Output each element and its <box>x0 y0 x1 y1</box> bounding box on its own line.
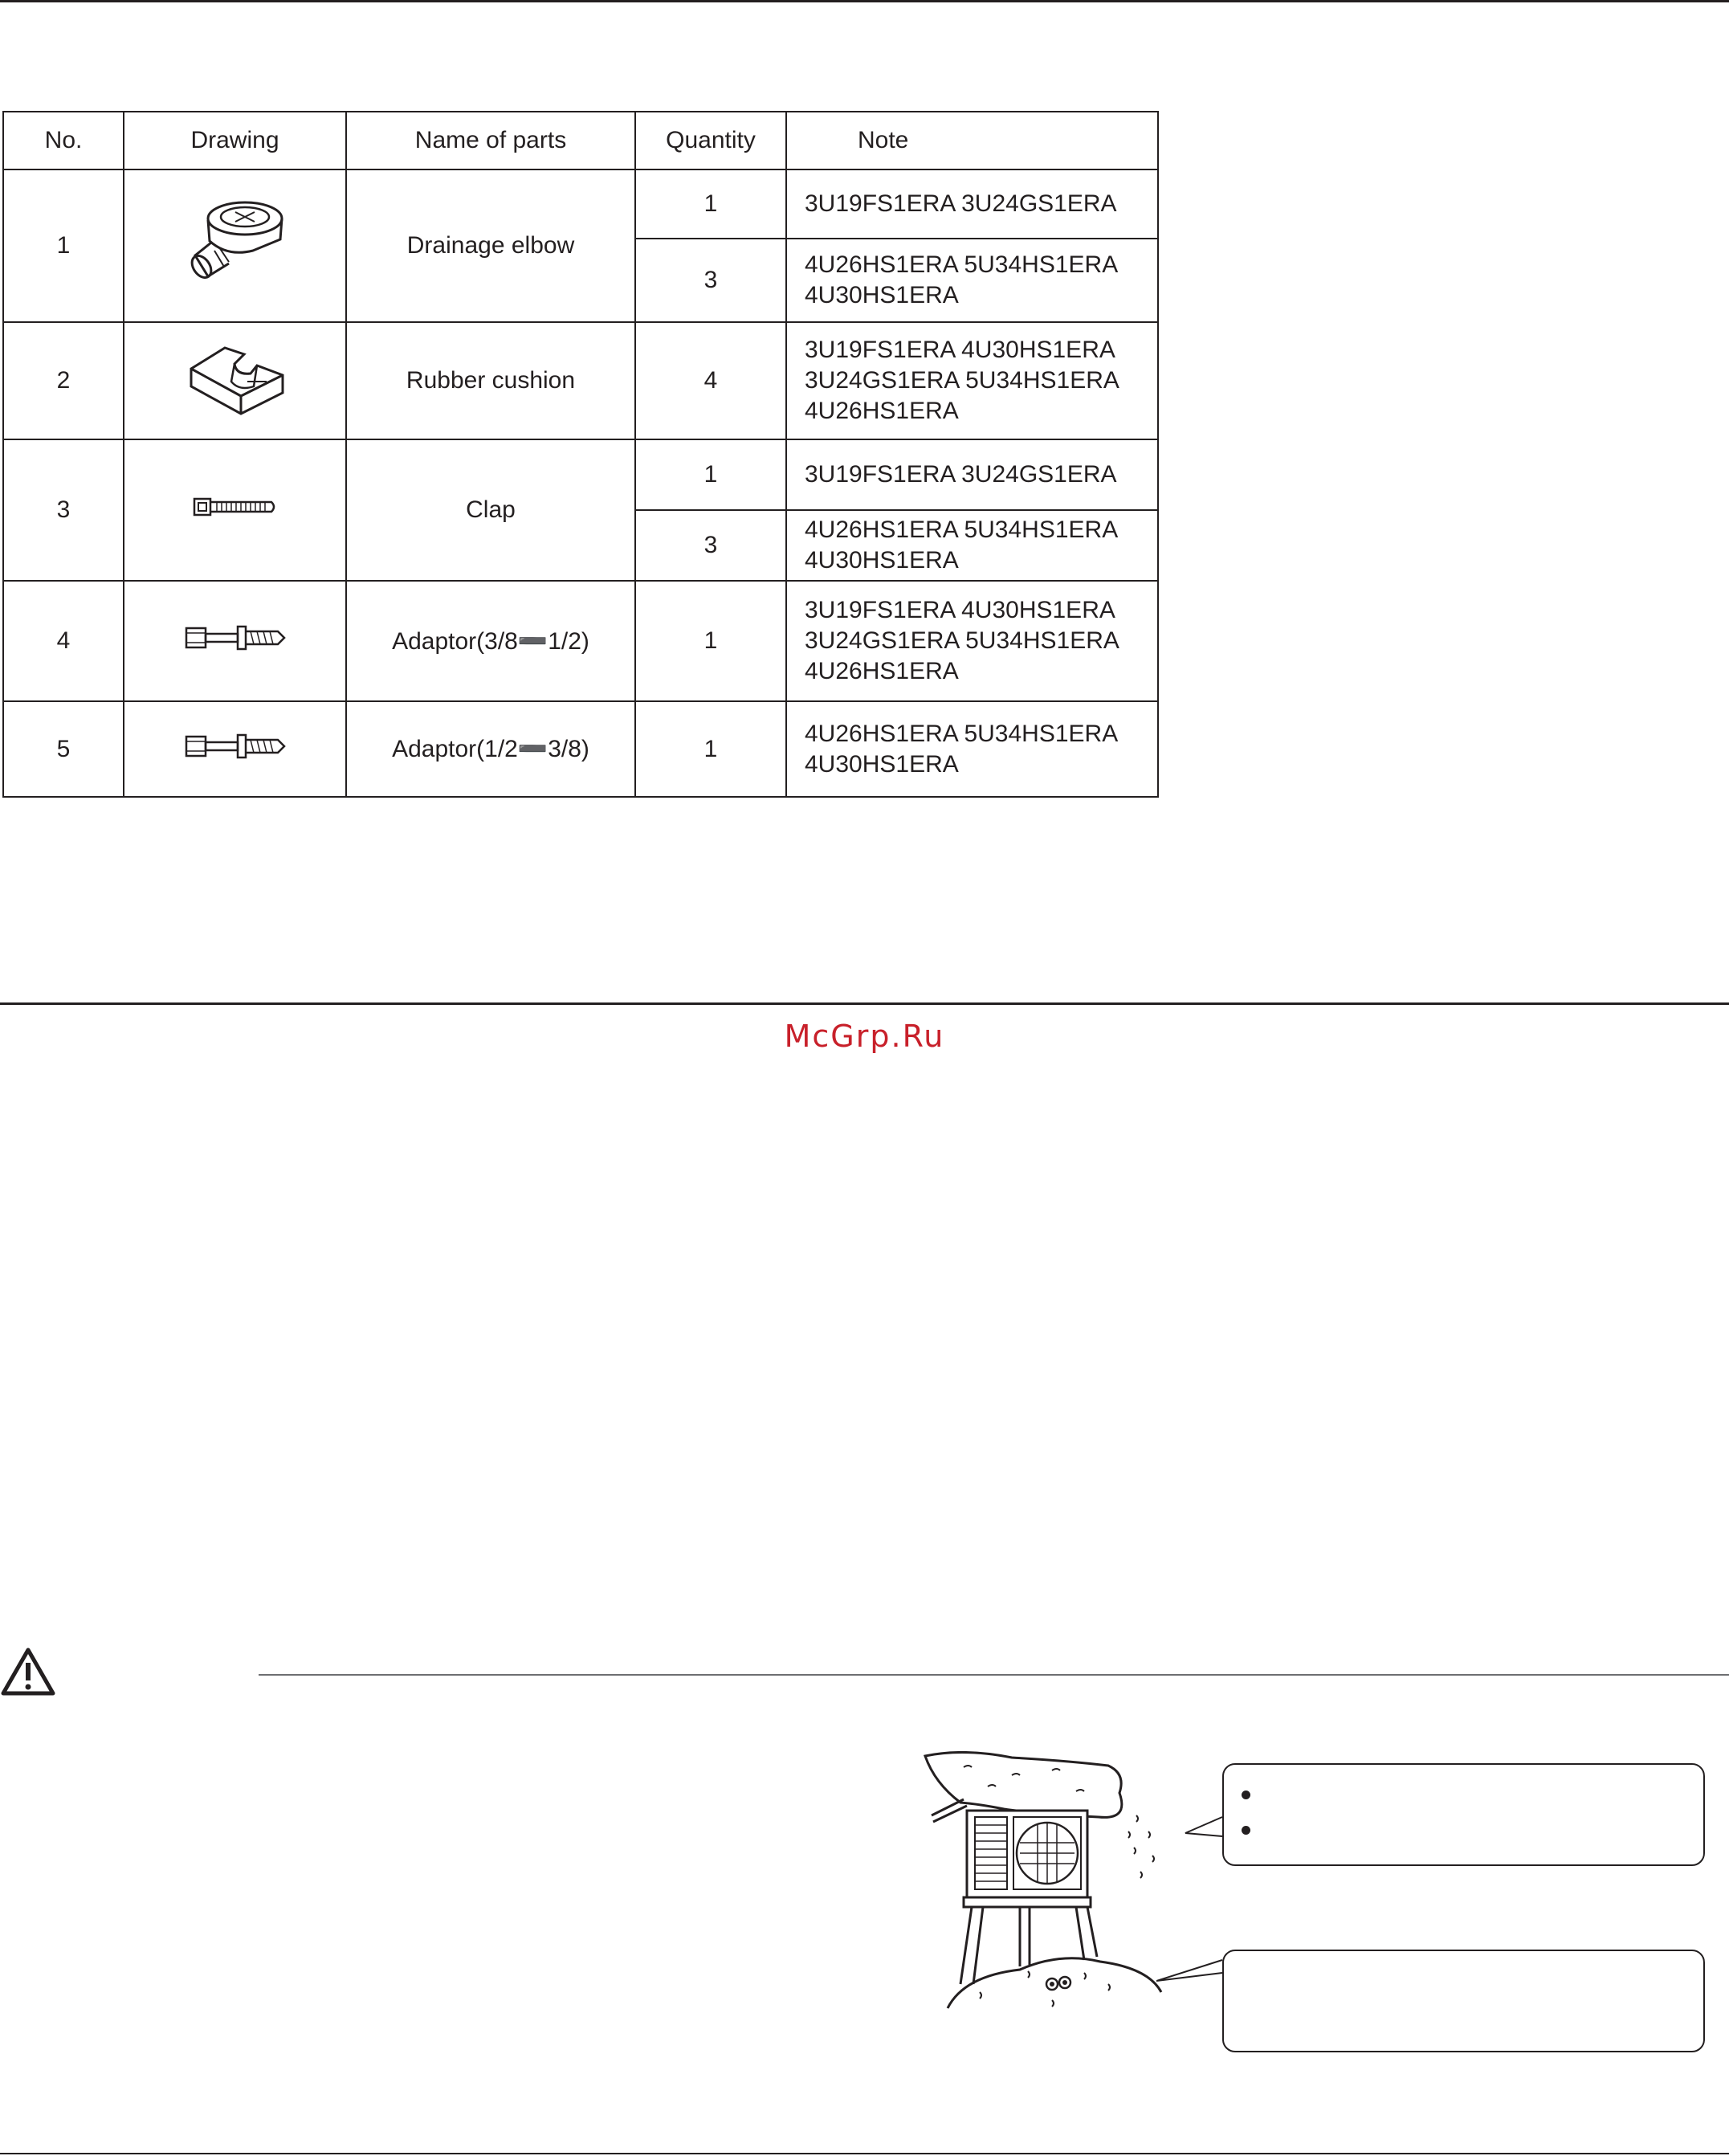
note-line: 3U19FS1ERA 4U30HS1ERA <box>805 597 1115 623</box>
snow-outdoor-unit-illustration <box>915 1751 1172 2024</box>
row-note <box>786 169 1158 239</box>
bullet <box>1242 1826 1250 1835</box>
drawing-cell <box>124 701 346 797</box>
header-name: Name of parts <box>346 112 635 169</box>
note-line: 4U30HS1ERA <box>805 547 959 574</box>
row-note <box>786 239 1158 322</box>
header-no: No. <box>3 112 124 169</box>
parts-table <box>2 111 1159 798</box>
row-quantity: 1 <box>635 439 786 510</box>
row-no: 1 <box>3 169 124 322</box>
row-quantity: 1 <box>635 169 786 239</box>
table-header-row <box>3 112 1158 169</box>
note-line: 3U24GS1ERA 5U34HS1ERA <box>805 627 1119 654</box>
drawing-cell <box>124 439 346 581</box>
drawing-cell <box>124 322 346 439</box>
row-name: Adaptor(3/8➖1/2) <box>346 581 635 701</box>
note-line: 4U26HS1ERA <box>805 398 959 424</box>
row-note <box>786 701 1158 797</box>
drainage-elbow-icon <box>179 194 292 291</box>
note-line: 4U26HS1ERA 5U34HS1ERA <box>805 517 1119 543</box>
row-name: Drainage elbow <box>346 169 635 322</box>
row-name: Adaptor(1/2➖3/8) <box>346 701 635 797</box>
table-row <box>3 169 1158 239</box>
header-drawing: Drawing <box>124 112 346 169</box>
watermark: McGrp.Ru <box>784 1019 945 1054</box>
warning-triangle-icon <box>0 1647 56 1697</box>
warning-rule <box>259 1674 1729 1676</box>
row-no: 4 <box>3 581 124 701</box>
row-quantity: 1 <box>635 701 786 797</box>
header-quantity: Quantity <box>635 112 786 169</box>
row-name: Clap <box>346 439 635 581</box>
row-quantity: 3 <box>635 510 786 581</box>
bottom-rule <box>0 2153 1729 2154</box>
rubber-cushion-icon <box>183 333 287 422</box>
note-line: 4U30HS1ERA <box>805 282 959 308</box>
top-rule <box>0 0 1729 2</box>
table-row <box>3 581 1158 701</box>
callout-box-top <box>1222 1763 1705 1866</box>
section-rule <box>0 1002 1729 1005</box>
bullet <box>1242 1791 1250 1799</box>
clap-icon <box>191 491 279 523</box>
note-line: 4U26HS1ERA 5U34HS1ERA <box>805 251 1119 278</box>
table-row <box>3 439 1158 510</box>
callout-box-bottom <box>1222 1950 1705 2052</box>
header-note: Note <box>786 112 1158 169</box>
note-line: 4U26HS1ERA <box>805 658 959 684</box>
row-note <box>786 581 1158 701</box>
row-note <box>786 510 1158 581</box>
row-quantity: 1 <box>635 581 786 701</box>
adaptor-icon <box>183 730 287 762</box>
row-quantity: 3 <box>635 239 786 322</box>
drawing-cell <box>124 169 346 322</box>
row-no: 3 <box>3 439 124 581</box>
note-line: 3U19FS1ERA 3U24GS1ERA <box>805 190 1117 217</box>
row-note <box>786 322 1158 439</box>
row-no: 5 <box>3 701 124 797</box>
row-no: 2 <box>3 322 124 439</box>
table-row <box>3 701 1158 797</box>
adaptor-icon <box>183 622 287 654</box>
note-line: 3U19FS1ERA 4U30HS1ERA <box>805 337 1115 363</box>
note-line: 4U26HS1ERA 5U34HS1ERA <box>805 720 1119 747</box>
table-row <box>3 322 1158 439</box>
note-line: 3U19FS1ERA 3U24GS1ERA <box>805 461 1117 488</box>
row-quantity: 4 <box>635 322 786 439</box>
note-line: 4U30HS1ERA <box>805 750 959 778</box>
drawing-cell <box>124 581 346 701</box>
row-name: Rubber cushion <box>346 322 635 439</box>
row-note <box>786 439 1158 510</box>
note-line: 3U24GS1ERA 5U34HS1ERA <box>805 367 1119 394</box>
